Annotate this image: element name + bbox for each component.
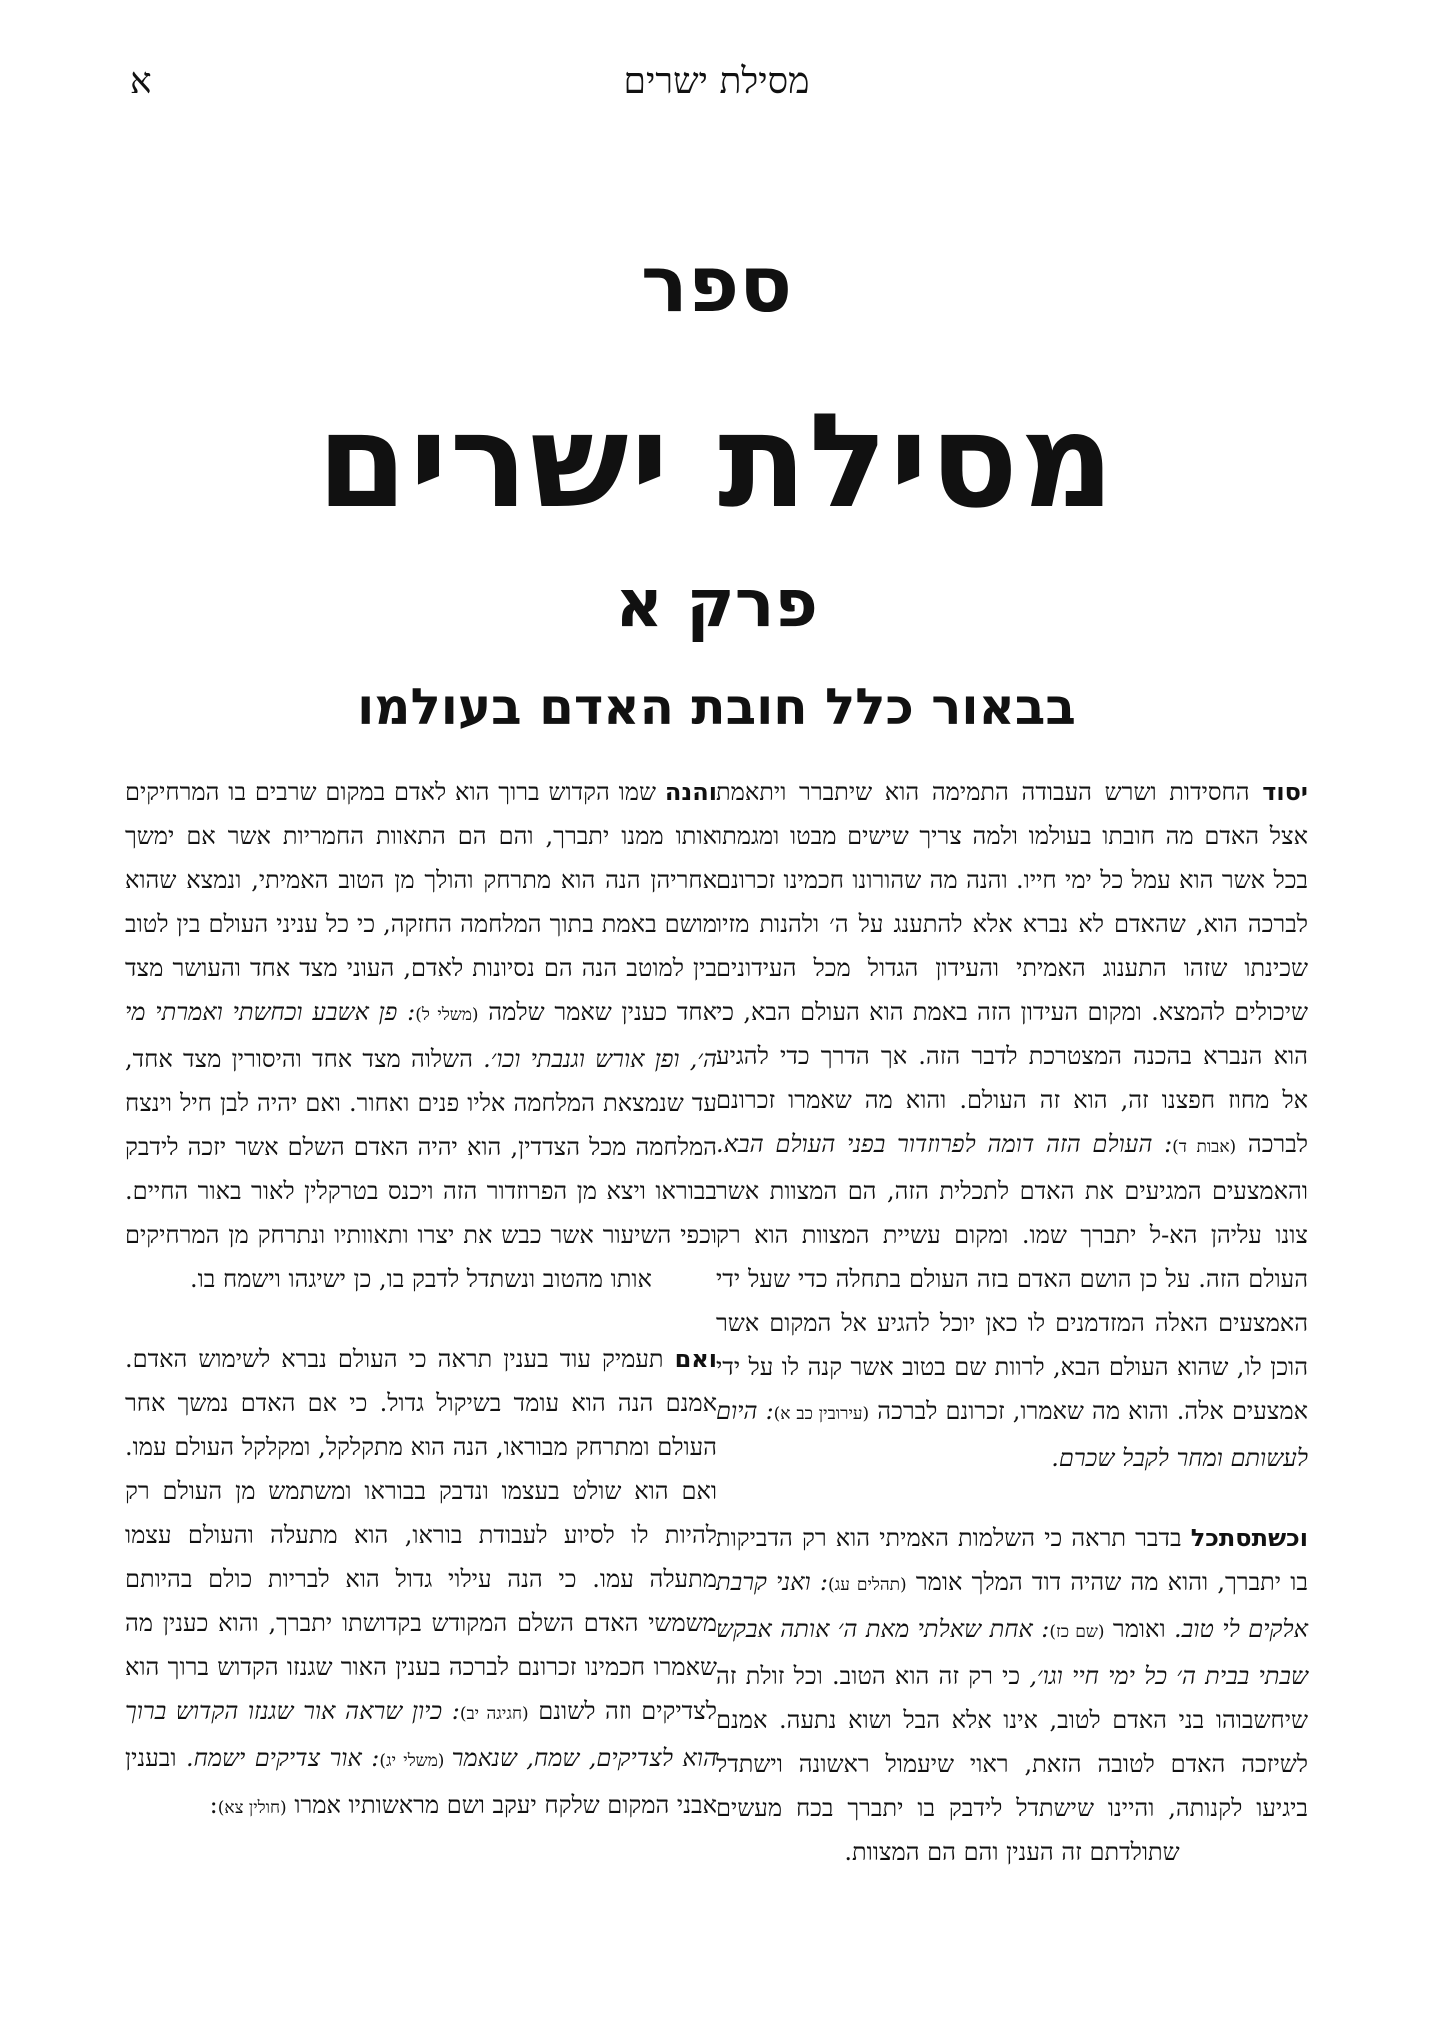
- source-citation: (אבות ד): [1172, 1137, 1237, 1157]
- body-text: בדבר תראה כי השלמות האמיתי הוא רק הדביקות בו יתברך, והוא מה שהיה דוד המלך אומר: [716, 1524, 1309, 1596]
- source-citation: (משלי יג): [379, 1751, 452, 1771]
- paragraph-lead-word: והנה: [664, 778, 717, 806]
- quotation: : אחת שאלתי מאת ה׳ אותה אבקש שבתי בבית ה׳ כל ימי חיי וגו׳,: [716, 1615, 1308, 1690]
- source-citation: (משלי ל): [415, 1005, 479, 1025]
- quotation: : פן אשבע וכחשתי ואמרתי מי ה׳, ופן אורש וגנבתי וכו׳.: [125, 998, 718, 1073]
- body-text: ואומר: [1104, 1615, 1175, 1643]
- body-text: שמו הקדוש ברוך הוא לאדם במקום שרבים בו המרחיקים אותו ממנו יתברך, והם הם התאוות החמריות אשר אם ימשך אחריהן הנה הוא מתרחק והולך מן הטוב האמיתי, ונמצא שהוא מושם באמת בתוך המלחמה החזקה, כי כל עניני העולם בין לטוב בין למוטב הנה הם נסיונות לאדם, העוני מצד אחד והעושר מצד אחד כענין שאמר שלמה: [125, 778, 717, 1026]
- source-citation: (חגיגה יב): [459, 1704, 529, 1724]
- quotation: : העולם הזה דומה לפרוזדור בפני העולם הבא.: [716, 1130, 1173, 1158]
- body-text: תעמיק עוד בענין תראה כי העולם נברא לשימוש האדם. אמנם הנה הוא עומד בשיקול גדול. כי אם האדם נמשך אחר העולם ומתרחק מבוראו, הנה הוא מתקלקל, ומקלקל העולם עמו. ואם הוא שולט בעצמו ונדבק בבוראו ומשתמש מן העולם רק להיות לו לסיוע לעבודת בוראו, הוא מתעלה והעולם עצמו מתעלה עמו. כי הנה עילוי גדול הוא לבריות כולם בהיותם משמשי האדם השלם המקודש בקדושתו יתברך, והוא כענין מה שאמרו חכמינו זכרונם לברכה בענין האור שגנזו הקדוש ברוך הוא לצדיקים וזה לשונם: [125, 1345, 718, 1725]
- paragraph: [716, 1516, 1308, 1874]
- left-column: [125, 770, 717, 1866]
- quotation: : כיון שראה אור שגנזו הקדוש ברוך הוא לצדיקים, שמח, שנאמר: [125, 1697, 718, 1772]
- paragraph: [125, 770, 717, 1301]
- source-citation: (תהלים עג): [828, 1575, 907, 1595]
- page-number: א: [130, 61, 152, 102]
- quotation: : היום לעשותם ומחר לקבל שכרם.: [716, 1397, 1308, 1472]
- running-header: [130, 60, 1303, 120]
- body-text: החסידות ושרש העבודה התמימה הוא שיתברר ויתאמת אצל האדם מה חובתו בעולמו ולמה צריך שישים מבטו ומגמתו בכל אשר הוא עמל כל ימי חייו. והנה מה שהורונו חכמינו זכרונם לברכה הוא, שהאדם לא נברא אלא להתענג על ה׳ ולהנות מזיו שכינתו שזהו התענוג האמיתי והעידון הגדול מכל העידונים שיכולים להמצא. ומקום העידון הזה באמת הוא העולם הבא, כי הוא הנברא בהכנה המצטרכת לדבר הזה. אך הדרך כדי להגיע אל מחוז חפצנו זה, הוא זה העולם. והוא מה שאמרו זכרונם לברכה: [716, 778, 1309, 1158]
- body-text: השלוה מצד אחד והיסורין מצד אחד, עד שנמצאת המלחמה אליו פנים ואחור. ואם יהיה לבן חיל וינצח המלחמה מכל הצדדין, הוא יהיה האדם השלם אשר יזכה לידבק בבוראו ויצא מן הפרוזדור הזה ויכנס בטרקלין לאור באור החיים. וכפי השיעור אשר כבש את יצרו ותאוותיו ונתרחק מן המרחיקים אותו מהטוב ונשתדל לדבק בו, כן ישיגהו וישמח בו.: [125, 1045, 717, 1293]
- body-text: ובענין אבני המקום שלקח יעקב ושם מראשותיו אמרו: [125, 1744, 717, 1819]
- body-text: כי רק זה הוא הטוב. וכל זולת זה שיחשבוהו בני האדם לטוב, אינו אלא הבל ושוא נתעה. אמנם לשיזכה האדם לטובה הזאת, ראוי שיעמול ראשונה וישתדל ביגיעו לקנותה, והיינו שישתדל לידבק בו יתברך בכח מעשים שתולדתם זה הענין והם הם המצוות.: [716, 1662, 1308, 1866]
- chapter-subtitle: בבאור כלל חובת האדם בעולמו: [357, 678, 1076, 736]
- body-text: והאמצעים המגיעים את האדם לתכלית הזה, הם המצוות אשר צונו עליהן הא-ל יתברך שמו. ומקום עשיית המצוות הוא רק העולם הזה. על כן הושם האדם בזה העולם בתחלה כדי שעל ידי האמצעים האלה המזדמנים לו כאן יוכל להגיע אל המקום אשר הוכן לו, שהוא העולם הבא, לרוות שם בטוב אשר קנה לו על ידי אמצעים אלה. והוא מה שאמרו, זכרונם לברכה: [716, 1177, 1308, 1425]
- book-title: מסילת ישרים: [316, 385, 1117, 537]
- running-title: מסילת ישרים: [623, 61, 810, 102]
- book-heading: ספר: [640, 240, 793, 330]
- source-citation: (חולין צא): [217, 1798, 287, 1818]
- quotation: : אור צדיקים ישמח.: [185, 1744, 380, 1772]
- paragraph: [125, 1337, 717, 1830]
- chapter-heading: פרק א: [615, 565, 818, 642]
- paragraph: [716, 770, 1308, 1480]
- paragraph-lead-word: יסוד: [1262, 778, 1308, 806]
- paragraph-lead-word: וכשתסתכל: [1190, 1524, 1308, 1552]
- source-citation: (שם כז): [1049, 1622, 1105, 1642]
- paragraph-lead-word: ואם: [674, 1345, 717, 1373]
- source-citation: (עירובין כב א): [773, 1404, 870, 1424]
- body-text: :: [209, 1791, 218, 1819]
- quotation: : ואני קרבת אלקים לי טוב.: [716, 1568, 1308, 1643]
- right-column: [716, 770, 1308, 1910]
